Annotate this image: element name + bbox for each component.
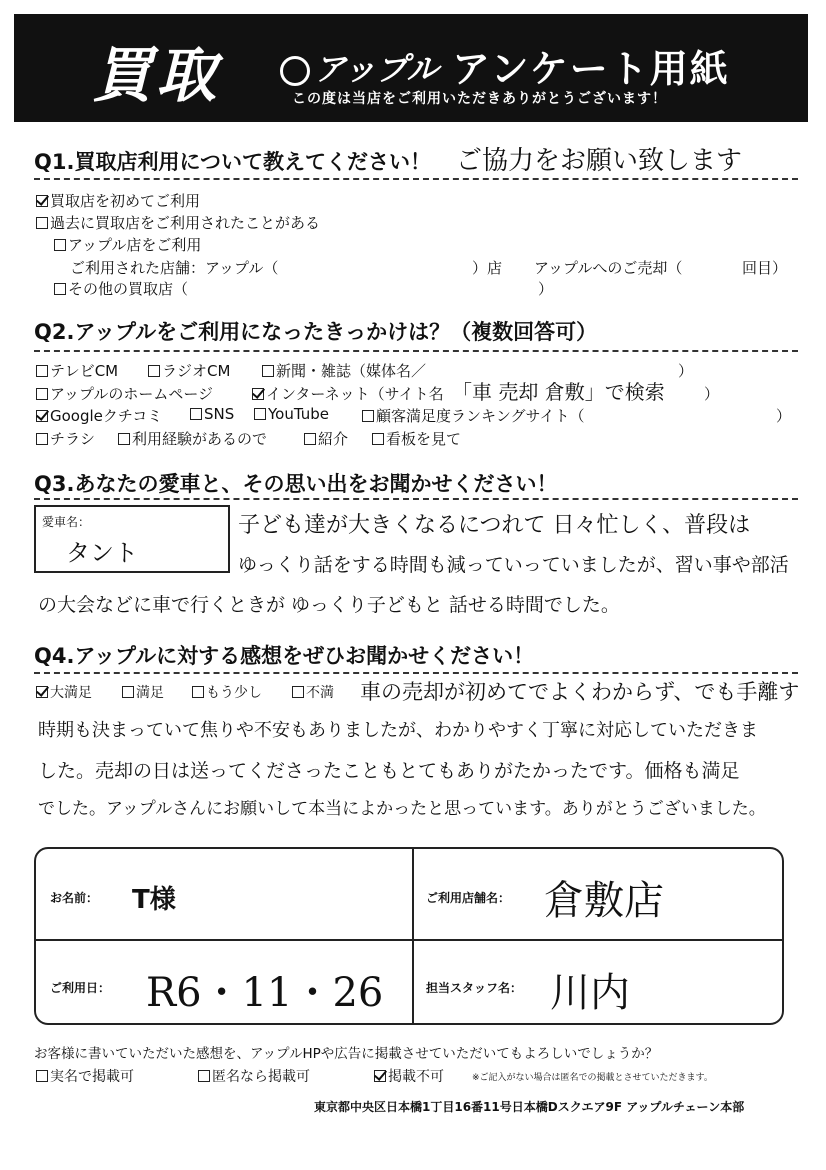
q3-memory-line-1: 子ども達が大きくなるにつれて 日々忙しく、普段は	[238, 513, 751, 538]
q2-option-signboard-label: 看板を見て	[386, 430, 462, 448]
q4-option-slightly-label: もう少し	[206, 685, 262, 701]
q2-option-sns-label: SNS	[204, 405, 235, 423]
q3-memory-line-2: ゆっくり話をする時間も減っていっていましたが、習い事や部活	[238, 554, 789, 576]
checkbox[interactable]	[362, 410, 374, 422]
checkbox-checked[interactable]	[36, 686, 48, 698]
q1-option-apple[interactable]	[54, 234, 201, 255]
q2-option-youtube[interactable]	[254, 405, 329, 423]
q1-option-first[interactable]	[36, 190, 200, 211]
q4-option-satisfied-label: 満足	[136, 685, 164, 701]
q4-title: Q4.アップルに対する感想をぜひお聞かせください！	[34, 644, 535, 668]
checkbox-checked[interactable]	[374, 1070, 386, 1082]
q2-option-tv[interactable]	[36, 360, 118, 381]
q2-option-experience-label: 利用経験があるので	[132, 430, 268, 448]
q2-option-news-label: 新聞・雑誌（媒体名／	[276, 362, 427, 380]
logo-circle-icon	[280, 56, 310, 86]
q4-option-unsatisfied[interactable]	[292, 682, 334, 702]
q1-option-past[interactable]	[36, 212, 320, 233]
q3-memory-line-3: の大会などに車で行くときが ゆっくり子どもと 話せる時間でした。	[38, 594, 620, 616]
checkbox[interactable]	[118, 433, 130, 445]
q2-option-youtube-label: YouTube	[268, 405, 329, 423]
q4-option-slightly[interactable]	[192, 682, 262, 702]
q2-option-sns[interactable]	[190, 405, 234, 423]
q1-option-other-close: ）	[538, 280, 554, 298]
car-name-value: タント	[66, 539, 138, 567]
car-name-label: 愛車名：	[42, 515, 91, 529]
checkbox[interactable]	[36, 433, 48, 445]
q4-option-unsatisfied-label: 不満	[306, 685, 334, 701]
q2-option-flyer[interactable]	[36, 428, 95, 449]
store-used-prefix: ご利用された店舗：アップル（	[70, 259, 279, 277]
q2-option-flyer-label: チラシ	[50, 430, 96, 448]
q2-ranking-close: ）	[776, 407, 792, 425]
q2-internet-handwritten: 「車 売却 倉敷」で検索	[452, 380, 665, 404]
checkbox[interactable]	[192, 686, 204, 698]
sell-count-prefix: アップルへのご売却（	[534, 259, 683, 277]
q2-option-google[interactable]	[36, 405, 162, 426]
survey-title: アンケート用紙	[452, 47, 730, 91]
sell-count-suffix: 回目）	[742, 259, 788, 277]
q2-option-referral-label: 紹介	[318, 430, 349, 448]
checkbox[interactable]	[304, 433, 316, 445]
checkbox[interactable]	[54, 283, 66, 295]
consent-option-no[interactable]	[374, 1066, 444, 1086]
q1-divider	[34, 178, 798, 180]
q2-option-google-label: Googleクチコミ	[50, 407, 163, 425]
q1-option-apple-label: アップル店をご利用	[68, 236, 202, 254]
q2-option-radio-label: ラジオCM	[162, 362, 231, 380]
q2-option-referral[interactable]	[304, 428, 348, 449]
store-label: ご利用店舗名：	[426, 891, 511, 905]
consent-option-real-name[interactable]	[36, 1066, 134, 1086]
table-vertical-divider	[412, 849, 414, 1023]
checkbox-checked[interactable]	[36, 410, 48, 422]
checkbox-checked[interactable]	[252, 388, 264, 400]
apple-logo	[280, 44, 438, 90]
logo-text: アップル	[314, 50, 439, 88]
q2-option-homepage-label: アップルのホームページ	[50, 385, 214, 403]
consent-option-anonymous-label: 匿名なら掲載可	[212, 1069, 310, 1085]
customer-info-table	[34, 847, 784, 1025]
q2-option-signboard[interactable]	[372, 428, 461, 449]
q1-option-past-label: 過去に買取店をご利用されたことがある	[50, 214, 321, 232]
checkbox[interactable]	[36, 1070, 48, 1082]
store-value: 倉敷店	[544, 878, 664, 924]
date-label: ご利用日：	[50, 981, 111, 995]
checkbox[interactable]	[262, 365, 274, 377]
q2-option-ranking[interactable]	[362, 405, 585, 426]
consent-option-no-label: 掲載不可	[388, 1069, 444, 1085]
checkbox-checked[interactable]	[36, 195, 48, 207]
q2-option-tv-label: テレビCM	[50, 362, 119, 380]
company-address: 東京都中央区日本橋1丁目16番11号日本橋Dスクエア9F アップルチェーン本部	[314, 1100, 745, 1114]
consent-note: ※ご記入がない場合は匿名での掲載とさせていただきます。	[472, 1073, 713, 1083]
consent-question: お客様に書いていただいた感想を、アップルHPや広告に掲載させていただいてもよろしいでしょうか？	[34, 1046, 659, 1062]
q2-option-internet[interactable]	[252, 383, 444, 404]
consent-option-real-name-label: 実名で掲載可	[50, 1069, 134, 1085]
q1-handwritten-note: ご協力をお願い致します	[456, 146, 743, 176]
checkbox[interactable]	[254, 408, 266, 420]
q3-title: Q3.あなたの愛車と、その思い出をお聞かせください！	[34, 472, 558, 496]
car-name-box[interactable]	[34, 505, 230, 573]
q1-option-first-label: 買取店を初めてご利用	[50, 192, 201, 210]
checkbox[interactable]	[36, 388, 48, 400]
q2-option-ranking-label: 顧客満足度ランキングサイト（	[376, 407, 585, 425]
q2-option-radio[interactable]	[148, 360, 230, 381]
q4-option-very-satisfied[interactable]	[36, 682, 92, 702]
q4-feedback-line-4: でした。アップルさんにお願いして本当によかったと思っています。ありがとうございました。	[38, 799, 766, 819]
q4-feedback-line-1: 車の売却が初めてでよくわからず、でも手離す	[360, 680, 800, 704]
checkbox[interactable]	[190, 408, 202, 420]
q4-option-very-satisfied-label: 大満足	[50, 685, 92, 701]
name-label: お名前：	[50, 891, 99, 905]
q2-divider	[34, 350, 798, 352]
checkbox[interactable]	[292, 686, 304, 698]
checkbox[interactable]	[148, 365, 160, 377]
q2-internet-close: ）	[704, 385, 720, 403]
q1-option-other[interactable]	[54, 278, 188, 299]
checkbox[interactable]	[372, 433, 384, 445]
q2-news-close: ）	[678, 362, 694, 380]
checkbox[interactable]	[54, 239, 66, 251]
date-value: R6・11・26	[146, 970, 384, 1016]
checkbox[interactable]	[36, 217, 48, 229]
q4-option-satisfied[interactable]	[122, 682, 164, 702]
consent-option-anonymous[interactable]	[198, 1066, 310, 1086]
table-horizontal-divider	[36, 939, 782, 941]
staff-label: 担当スタッフ名：	[426, 981, 523, 995]
q2-title: Q2.アップルをご利用になったきっかけは？（複数回答可）	[34, 320, 598, 344]
checkbox[interactable]	[122, 686, 134, 698]
q4-feedback-line-2: 時期も決まっていて焦りや不安もありましたが、わかりやすく丁寧に対応していただきま	[38, 720, 758, 741]
q2-option-homepage[interactable]	[36, 383, 213, 404]
staff-value: 川内	[550, 970, 630, 1016]
q3-divider	[34, 498, 798, 500]
q4-feedback-line-3: した。売却の日は送ってくださったこともとてもありがたかったです。価格も満足	[38, 760, 740, 782]
checkbox[interactable]	[36, 365, 48, 377]
store-used-suffix: ）店	[472, 259, 503, 277]
q1-title: Q1.買取店利用について教えてください！	[34, 150, 432, 174]
thanks-message: この度は当店をご利用いただきありがとうございます！	[292, 91, 667, 107]
checkbox[interactable]	[198, 1070, 210, 1082]
name-value: T様	[132, 885, 176, 915]
q4-divider	[34, 672, 798, 674]
q2-option-internet-label: インターネット（サイト名	[266, 385, 444, 403]
header-banner	[14, 14, 808, 122]
header-big-title: 買取	[92, 41, 220, 111]
q2-option-news[interactable]	[262, 360, 426, 381]
q1-option-other-label: その他の買取店（	[68, 280, 189, 298]
q2-option-experience[interactable]	[118, 428, 267, 449]
